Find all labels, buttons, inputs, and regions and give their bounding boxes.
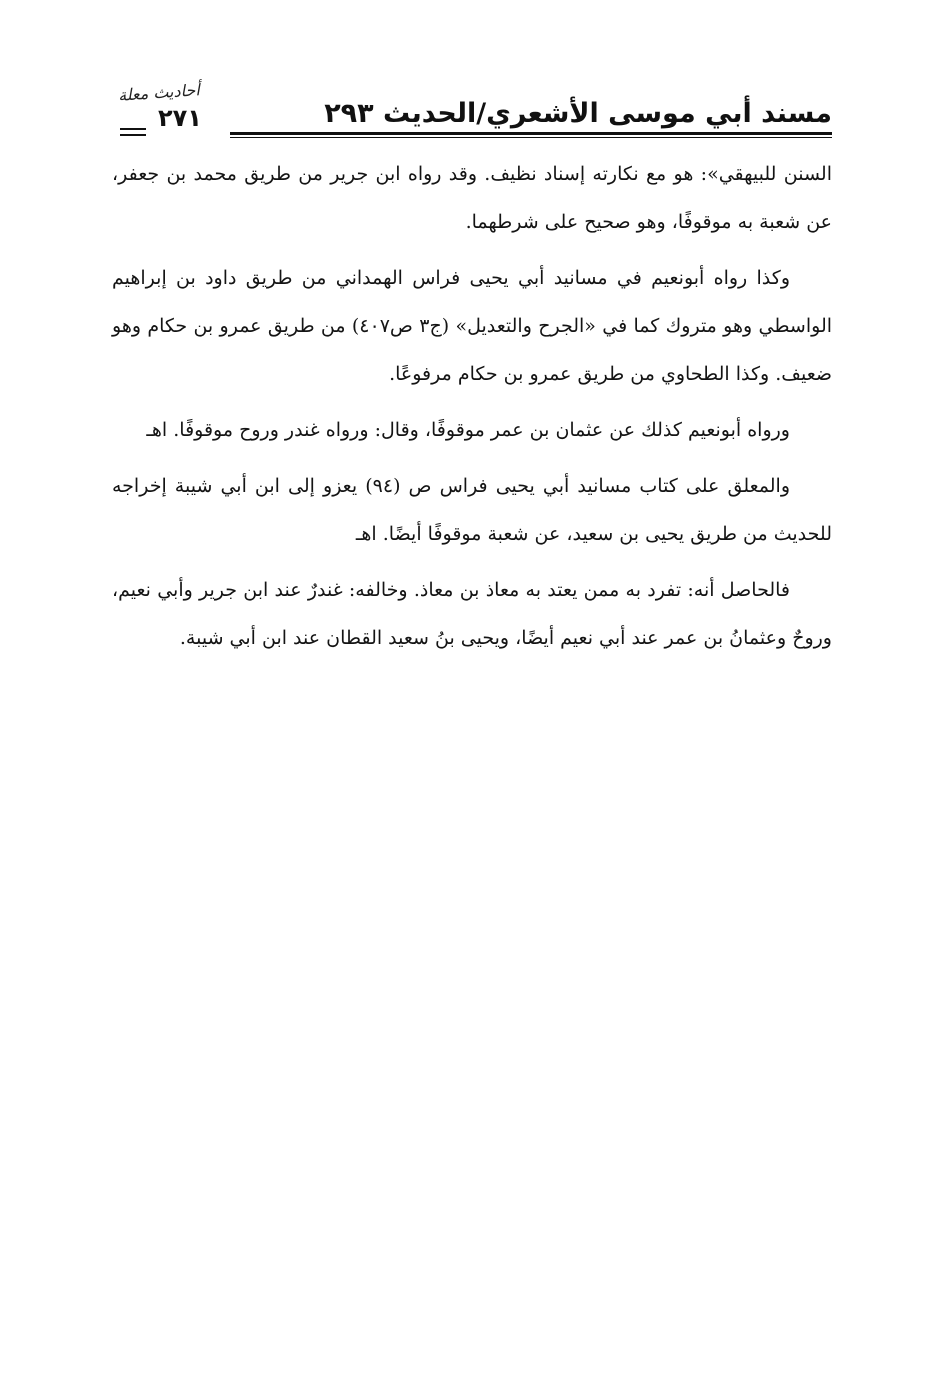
body-text bbox=[112, 150, 832, 670]
page-header bbox=[112, 80, 832, 144]
handwritten-note: أحاديث معلة bbox=[117, 80, 201, 105]
paragraph-4: والمعلق على كتاب مسانيد أبي يحيى فراس ص (٩٤) يعزو إلى ابن أبي شيبة إخراجه للحديث من طريق يحيى بن سعيد، عن شعبة موقوفًا أيضًا. اهـ bbox=[112, 475, 832, 545]
page-number: ٢٧١ bbox=[158, 104, 202, 132]
header-rule bbox=[230, 132, 832, 138]
paragraph-2: وكذا رواه أبونعيم في مسانيد أبي يحيى فراس الهمداني من طريق داود بن إبراهيم الواسطي وهو متروك كما في «الجرح والتعديل» (ج٣ ص٤٠٧) من طريق عمرو بن حكام وهو ضعيف. وكذا الطحاوي من طريق عمرو بن حكام مرفوعًا. bbox=[112, 267, 833, 385]
paragraph-5: فالحاصل أنه: تفرد به ممن يعتد به معاذ بن معاذ. وخالفه: غندرٌ عند ابن جرير وأبي نعيم، وروحٌ وعثمانُ بن عمر عند أبي نعيم أيضًا، ويحيى بنُ سعيد القطان عند ابن أبي شيبة. bbox=[112, 579, 832, 649]
paragraph-3: ورواه أبونعيم كذلك عن عثمان بن عمر موقوفًا، وقال: ورواه غندر وروح موقوفًا. اهـ bbox=[146, 419, 790, 441]
page-number-underline bbox=[120, 128, 146, 136]
running-title: مسند أبي موسى الأشعري/الحديث ٢٩٣ bbox=[324, 98, 832, 129]
paragraph-1: السنن للبيهقي»: هو مع نكارته إسناد نظيف. وقد رواه ابن جرير من طريق محمد بن جعفر، عن شعبة به موقوفًا، وهو صحيح على شرطهما. bbox=[112, 163, 832, 233]
